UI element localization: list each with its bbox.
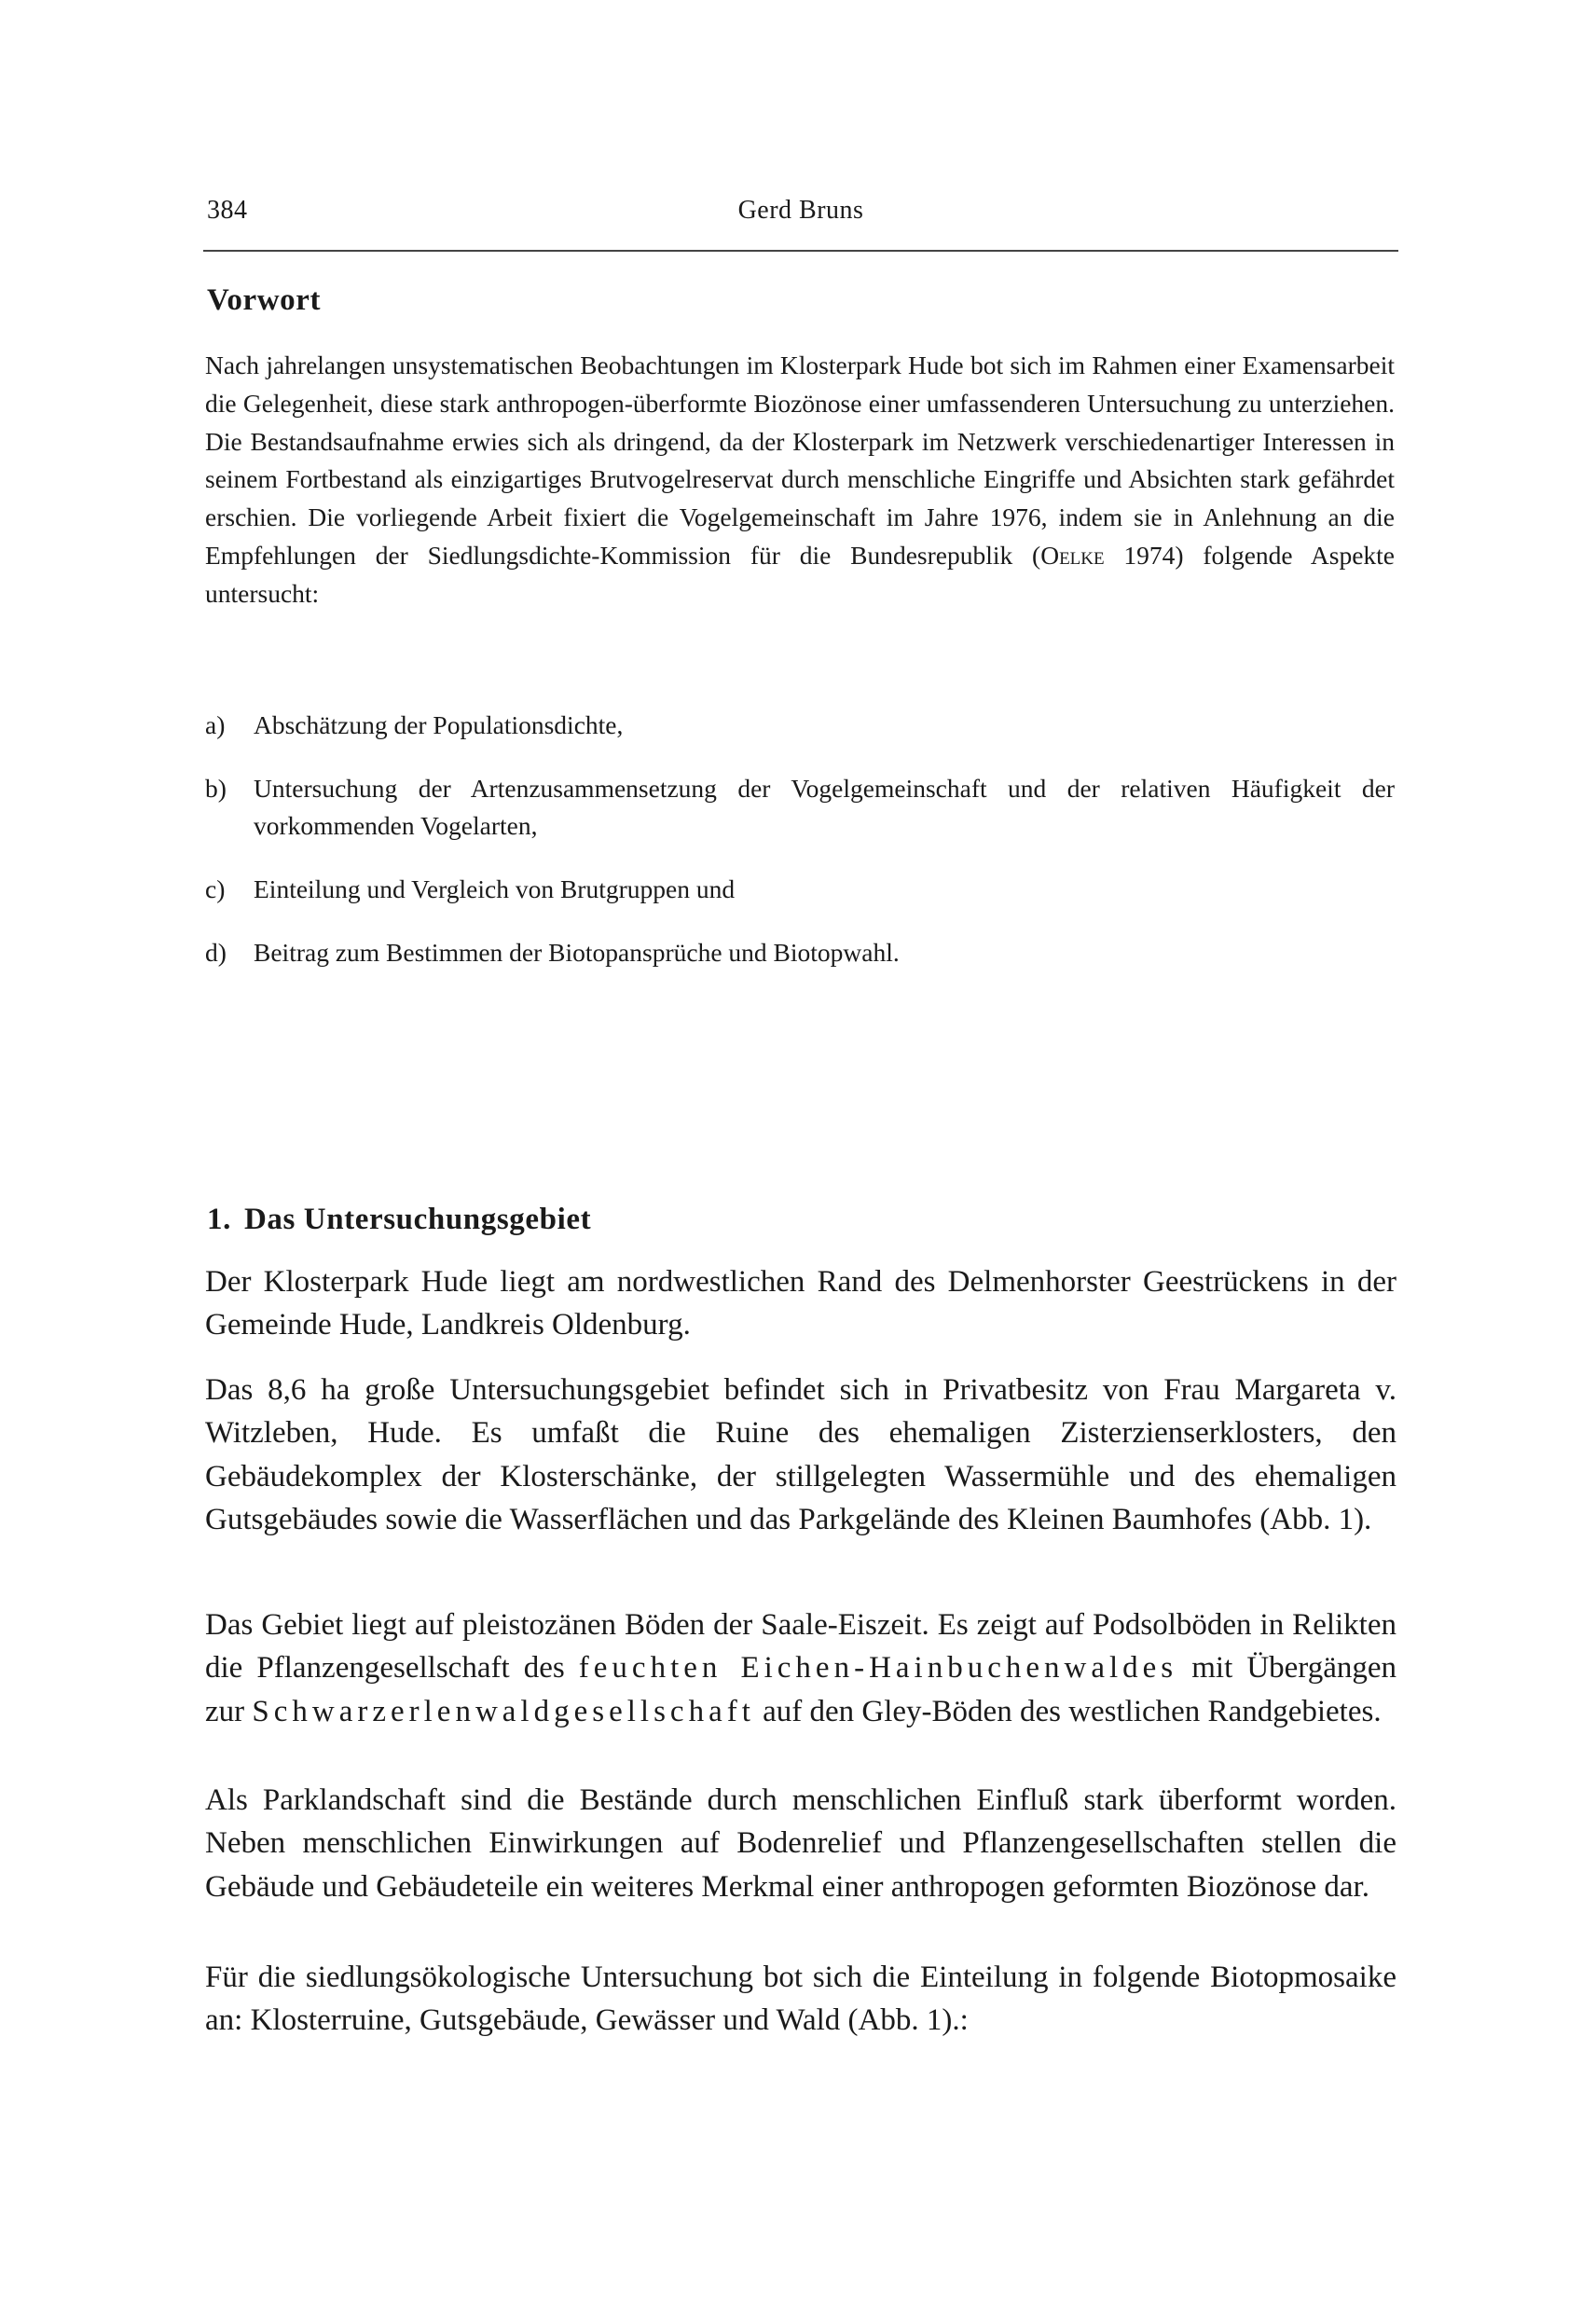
running-head: Gerd Bruns xyxy=(737,196,864,225)
section-paragraph-3 xyxy=(205,1603,1396,1733)
list-item-text: Untersuchung der Artenzusammensetzung der Vogelgemeinschaft und der relativen Häufigkeit der vorkommenden Vogelarten, xyxy=(254,774,1395,840)
section-paragraph-1: Der Klosterpark Hude liegt am nordwestlichen Rand des Delmenhorster Geestrückens in der Gemeinde Hude, Landkreis Oldenburg. xyxy=(205,1265,1396,1342)
foreword-text-part1: Nach jahrelangen unsystematischen Beobachtungen im Klosterpark Hude bot sich im Rahmen einer Examensarbeit die Gelegenheit, diese stark anthropogen-überformte Biozönose einer umfassenderen Untersuchung zu unterziehen. Die Bestandsaufnahme erwies sich als dringend, da der Klosterpark im Netzwerk verschiedenartiger Interessen in seinem Fortbestand als einzigartiges Brutvogelreservat durch menschliche Eingriffe und Absichten stark gefährdet erschien. Die vorliegende Arbeit fixiert die Vogelgemeinschaft im Jahre 1976, indem sie in Anlehnung an die Empfehlungen der Siedlungsdichte-Kommission für die Bundesrepublik ( xyxy=(205,351,1395,570)
list-item-text: Beitrag zum Bestimmen der Biotopansprüche und Biotopwahl. xyxy=(254,938,900,967)
spaced-term-black-alder: Schwarzerlenwaldgesellschaft xyxy=(252,1694,755,1728)
section-paragraph-5: Für die siedlungsökologische Untersuchung bot sich die Einteilung in folgende Biotopmosaike an: Klosterruine, Gutsgebäude, Gewässer und Wald (Abb. 1).: xyxy=(205,1961,1396,2038)
paragraph-3-text-c: auf den Gley-Böden des westlichen Randgebietes. xyxy=(754,1694,1382,1728)
section-title: Das Untersuchungsgebiet xyxy=(243,1203,592,1236)
list-marker: b) xyxy=(205,774,227,803)
section-paragraph-2: Das 8,6 ha große Untersuchungsgebiet befindet sich in Privatbesitz von Frau Margareta v. Witzleben, Hude. Es umfaßt die Ruine des ehemaligen Zisterzienserklosters, den Gebäudekomplex der Klosterschänke, der stillgelegten Wassermühle und des ehemaligen Gutsgebäudes sowie die Wasserflächen und das Parkgelände des Kleinen Baumhofes (Abb. 1). xyxy=(205,1373,1396,1537)
list-item xyxy=(205,707,1395,744)
list-item xyxy=(205,871,1395,908)
list-marker: c) xyxy=(205,874,226,903)
spaced-term-oak-hornbeam: feuchten Eichen-Hainbuchenwaldes xyxy=(578,1651,1178,1686)
section-paragraph-4: Als Parklandschaft sind die Bestände durch menschlichen Einfluß stark überformt worden. Neben menschlichen Einwirkungen auf Bodenrelief und Pflanzengesellschaften stellen die Gebäude und Gebäudeteile ein weiteres Merkmal einer anthropogen geformten Biozönose dar. xyxy=(205,1783,1396,1904)
list-marker: d) xyxy=(205,938,227,967)
page-number: 384 xyxy=(207,196,248,225)
paragraph-3-text-a: Das Gebiet liegt auf pleistozänen Böden der Saale-Eiszeit. Es zeigt auf Podsolböden in Relikten die Pflanzengesellschaft des xyxy=(205,1608,1396,1686)
page-header xyxy=(203,196,1398,244)
list-item-text: Einteilung und Vergleich von Brutgruppen und xyxy=(254,874,736,903)
foreword-heading: Vorwort xyxy=(207,283,322,317)
aspect-list xyxy=(205,707,1395,998)
list-marker: a) xyxy=(205,710,226,739)
list-item xyxy=(205,770,1395,845)
list-item xyxy=(205,934,1395,971)
foreword-text-part2: 1974) folgende Aspekte untersucht: xyxy=(205,540,1396,608)
list-item-text: Abschätzung der Populationsdichte, xyxy=(254,710,624,739)
paragraph-3-text-b: mit Übergängen zur xyxy=(205,1651,1396,1728)
citation-author: Oelke xyxy=(1040,540,1105,570)
section-number: 1. xyxy=(207,1203,231,1236)
foreword-paragraph xyxy=(205,347,1395,613)
section-heading xyxy=(207,1203,591,1237)
header-rule xyxy=(203,250,1398,252)
